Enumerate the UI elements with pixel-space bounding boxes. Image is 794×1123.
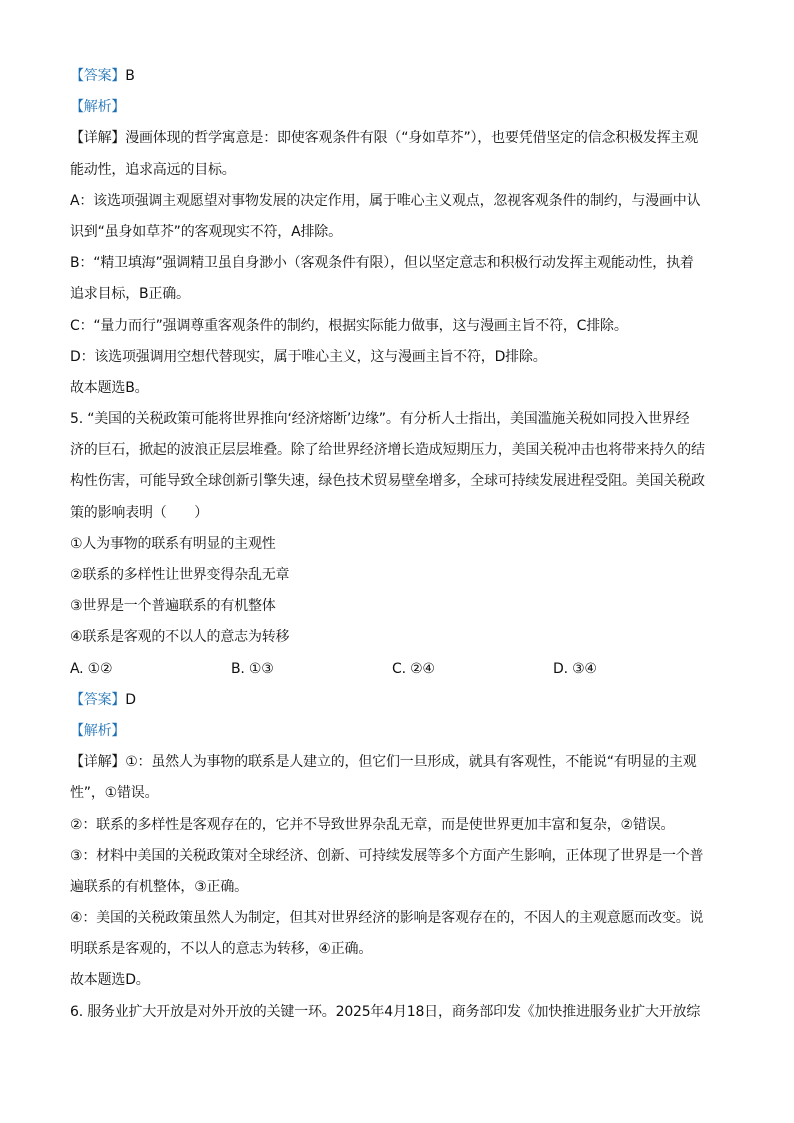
- text-line: 6. 服务业扩大开放是对外开放的关键一环。2025年4月18日，商务部印发《加快推进服务业扩大开放综: [70, 1003, 701, 1020]
- q5-stem: [70, 404, 735, 529]
- document-page: [70, 61, 735, 1028]
- statement-line: ①人为事物的联系有明显的主观性: [70, 535, 276, 552]
- q5-analysis-body: [70, 747, 735, 997]
- option-a: A. ①②: [70, 660, 113, 677]
- text-line: B：“精卫填海”强调精卫虽自身渺小（客观条件有限），但以坚定意志和积极行动发挥主观能动性，执着: [70, 255, 694, 272]
- text-line: 性”，①错误。: [70, 785, 159, 802]
- option-c: C. ②④: [392, 660, 435, 677]
- text-line: C：“量力而行”强调尊重客观条件的制约，根据实际能力做事，这与漫画主旨不符，C排除。: [70, 317, 628, 334]
- text-line: ③：材料中美国的关税政策对全球经济、创新、可持续发展等多个方面产生影响，正体现了世界是一个普: [70, 847, 704, 864]
- text-line: 识到“虽身如草芥”的客观现实不符，A排除。: [70, 223, 342, 240]
- text-line: 济的巨石，掀起的波浪正层层堆叠。除了给世界经济增长造成短期压力，美国关税冲击也将带来持久的结: [70, 442, 705, 459]
- text-line: 遍联系的有机整体，③正确。: [70, 878, 248, 895]
- q5-answer: [70, 685, 735, 716]
- answer-value: B: [125, 68, 135, 84]
- text-line: 构性伤害，可能导致全球创新引擎失速，绿色技术贸易壁垒增多，全球可持续发展进程受阻。美国关税政: [70, 473, 705, 490]
- text-line: 追求目标，B正确。: [70, 286, 190, 303]
- text-line: D：该选项强调用空想代替现实，属于唯心主义，这与漫画主旨不符，D排除。: [70, 348, 547, 365]
- text-line: 【详解】①：虽然人为事物的联系是人建立的，但它们一旦形成，就具有客观性，不能说“有明显的主观: [70, 754, 697, 771]
- answer-value: D: [125, 691, 136, 708]
- q5-statements: [70, 529, 735, 654]
- option-b: B. ①③: [231, 660, 274, 677]
- q6-stem: [70, 997, 735, 1028]
- q5-options: [70, 654, 735, 685]
- answer-tag: 【答案】: [70, 68, 126, 84]
- q4-analysis-tag: 【解析】: [70, 99, 126, 116]
- q4-answer: [70, 61, 735, 92]
- statement-line: ④联系是客观的不以人的意志为转移: [70, 629, 290, 646]
- text-line: ②：联系的多样性是客观存在的，它并不导致世界杂乱无章，而是使世界更加丰富和复杂，②错误。: [70, 816, 675, 833]
- text-line: 5. “美国的关税政策可能将世界推向‘经济熔断’边缘”。有分析人士指出，美国滥施关税如同投入世界经: [70, 411, 690, 428]
- text-line: 故本题选D。: [70, 972, 150, 989]
- text-line: 策的影响表明（ ）: [70, 504, 208, 521]
- q5-analysis-tag: 【解析】: [70, 722, 126, 739]
- text-line: 能动性，追求高远的目标。: [70, 161, 236, 178]
- text-line: 故本题选B。: [70, 379, 149, 396]
- statement-line: ②联系的多样性让世界变得杂乱无章: [70, 567, 290, 583]
- text-line: 【详解】漫画体现的哲学寓意是：即使客观条件有限（“身如草芥”），也要凭借坚定的信念积极发挥主观: [70, 130, 699, 147]
- answer-tag: 【答案】: [70, 691, 126, 708]
- text-line: A：该选项强调主观愿望对事物发展的决定作用，属于唯心主义观点，忽视客观条件的制约，与漫画中认: [70, 192, 701, 209]
- text-line: 明联系是客观的，不以人的意志为转移，④正确。: [70, 941, 373, 958]
- option-d: D. ③④: [553, 660, 597, 677]
- statement-line: ③世界是一个普遍联系的有机整体: [70, 598, 276, 615]
- text-line: ④：美国的关税政策虽然人为制定，但其对世界经济的影响是客观存在的，不因人的主观意愿而改变。说: [70, 910, 704, 927]
- q4-analysis-body: [70, 123, 735, 404]
